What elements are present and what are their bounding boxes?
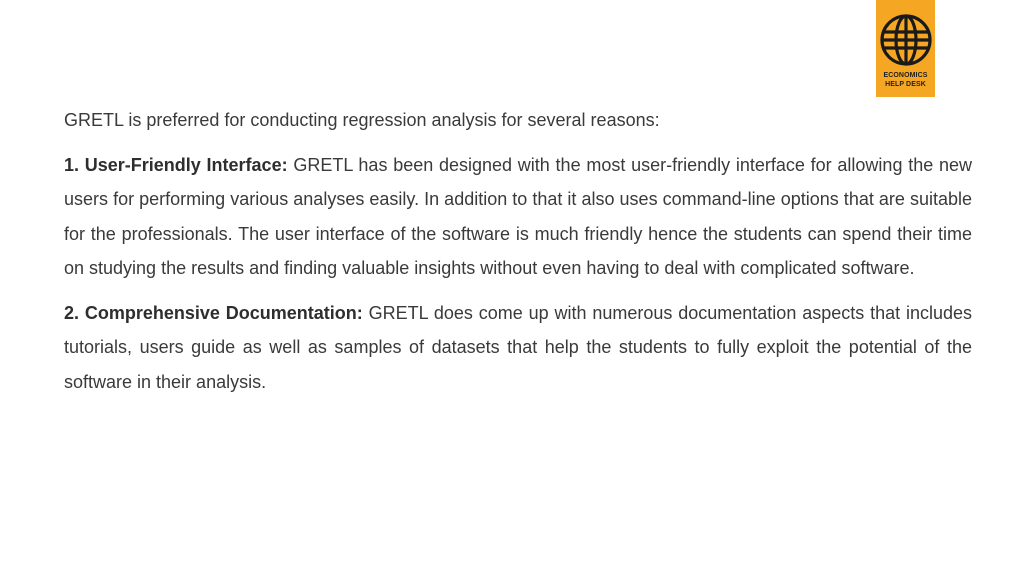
point-body-1: GRETL has been designed with the most user-friendly interface for allowing the new users for performing various analyses easily. In addition to that it also uses command-line options that are suitable for the professionals. The user interface of the software is much friendly hence the students can spend their time on studying the results and finding valuable insights without even having to deal with complicated software. [64,154,972,278]
point-body-2: GRETL does come up with numerous documentation aspects that includes tutorials, users guide as well as samples of datasets that help the students to fully exploit the potential of the software in their analysis. [64,302,973,392]
document-body [64,103,972,409]
point-paragraph-2 [64,296,972,400]
logo-wordmark [883,71,927,89]
point-paragraph-1 [64,148,972,286]
point-heading-2: 2. Comprehensive Documentation: [64,302,363,323]
economics-help-desk-logo [876,0,935,97]
point-heading-1: 1. User-Friendly Interface: [64,154,288,175]
intro-paragraph: GRETL is preferred for conducting regression analysis for several reasons: [64,110,660,130]
globe-icon [878,12,934,68]
logo-line-1: ECONOMICS [883,72,928,79]
logo-line-2: HELP DESK [885,81,926,88]
